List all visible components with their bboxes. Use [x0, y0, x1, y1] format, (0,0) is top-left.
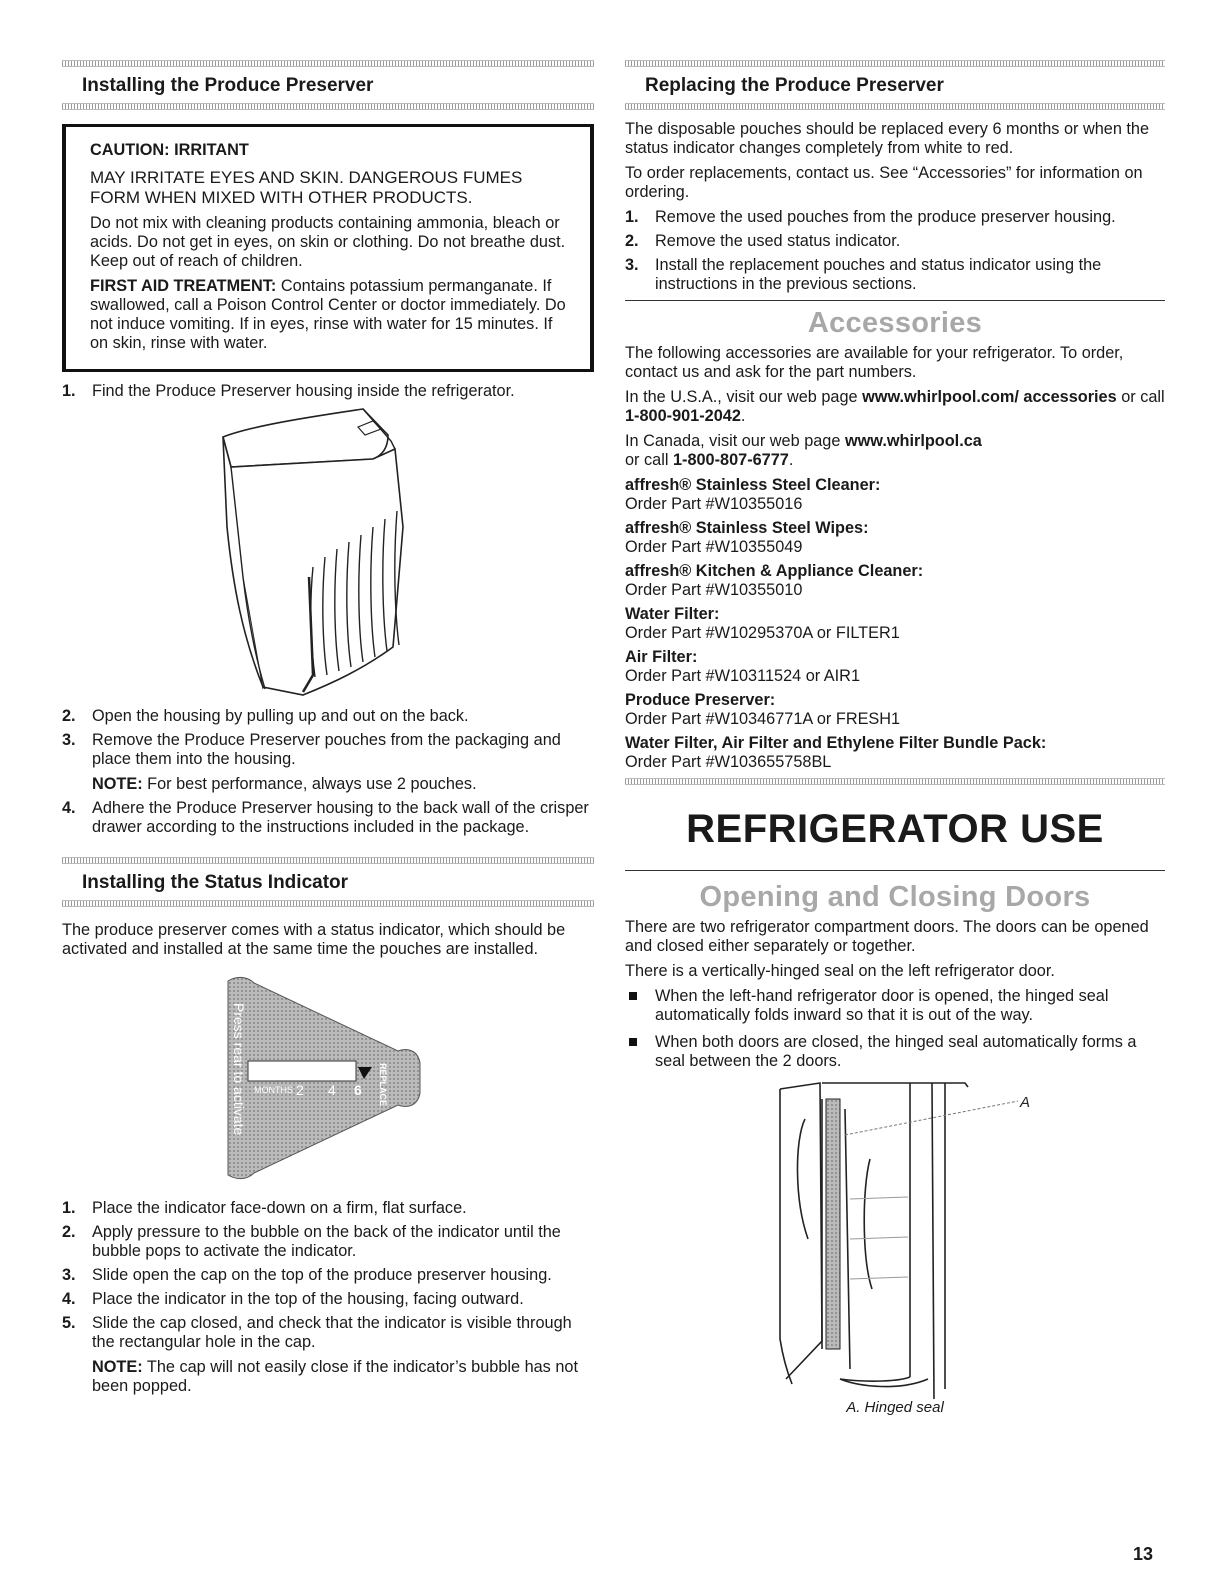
replacing-steps	[625, 208, 1165, 294]
list-item: 2. Open the housing by pulling up and out on the back.	[62, 707, 469, 725]
list-item: Air Filter: Order Part #W10311524 or AIR1	[625, 648, 860, 685]
section-divider	[625, 300, 1165, 301]
press-label: Press rear to activate	[231, 1003, 247, 1136]
list-item: 3. Install the replacement pouches and status indicator using the instructions in the previous sections.	[625, 256, 1102, 293]
caution-title: CAUTION: IRRITANT	[90, 141, 249, 159]
callout-label: A	[1020, 1094, 1031, 1111]
dotted-rule	[62, 103, 594, 110]
usa-contact: In the U.S.A., visit our web page www.whirlpool.com/ accessories or call 1-800-901-2042.	[625, 388, 1165, 425]
replacing-p1: The disposable pouches should be replaced every 6 months or when the status indicator changes completely from white to red.	[625, 120, 1150, 157]
note: NOTE: For best performance, always use 2 pouches.	[92, 775, 477, 793]
dotted-rule	[625, 60, 1165, 67]
list-item: affresh® Stainless Steel Cleaner: Order Part #W10355016	[625, 476, 881, 513]
accessory-list	[625, 476, 1165, 772]
list-item: 1. Remove the used pouches from the produce preserver housing.	[625, 208, 1116, 226]
list-item: 3. Remove the Produce Preserver pouches from the packaging and place them into the housing. NOTE: For best performance, always use 2 pouches.	[62, 731, 594, 794]
install-indicator-header	[62, 857, 594, 907]
first-aid-text: Contains potassium permanganate. If swallowed, call a Poison Control Center or doctor immediately. Do not induce vomiting. If in eyes, rinse with water for 15 minutes. If on skin, rinse with water.	[90, 277, 566, 352]
dotted-rule	[625, 103, 1165, 110]
list-item: 4. Place the indicator in the top of the housing, facing outward.	[62, 1290, 524, 1308]
page-number: 13	[1132, 1544, 1153, 1564]
preserver-steps-a	[62, 382, 594, 401]
dotted-rule	[62, 857, 594, 864]
left-column	[62, 60, 594, 1402]
accessories-heading: Accessories	[807, 307, 983, 339]
figure-caption: A. Hinged seal	[846, 1399, 944, 1416]
replacing-header	[625, 60, 1165, 110]
dotted-rule	[62, 60, 594, 67]
list-item: affresh® Stainless Steel Wipes: Order Part #W10355049	[625, 519, 869, 556]
list-item: When the left-hand refrigerator door is opened, the hinged seal automatically folds inward so that it is out of the way.	[625, 987, 1165, 1025]
list-item: Water Filter, Air Filter and Ethylene Filter Bundle Pack: Order Part #W103655758BL	[625, 734, 1047, 771]
list-item: 2. Apply pressure to the bubble on the back of the indicator until the bubble pops to activate the indicator.	[62, 1223, 561, 1260]
dotted-rule	[625, 778, 1165, 785]
replacing-p2: To order replacements, contact us. See “Accessories” for information on ordering.	[625, 164, 1143, 201]
accessories-intro: The following accessories are available for your refrigerator. To order, contact us and ask for the part numbers.	[625, 344, 1124, 381]
usa-url-link[interactable]: www.whirlpool.com/ accessories	[862, 388, 1117, 406]
section-heading: Installing the Produce Preserver	[82, 75, 374, 96]
right-column	[625, 60, 1165, 1416]
list-item: Water Filter: Order Part #W10295370A or FILTER1	[625, 605, 900, 642]
doors-p2: There is a vertically-hinged seal on the left refrigerator door.	[625, 962, 1055, 980]
canada-contact: In Canada, visit our web page www.whirlpool.ca or call 1-800-807-6777.	[625, 432, 982, 469]
preserver-housing-illustration	[213, 407, 443, 707]
list-item: 3. Slide open the cap on the top of the produce preserver housing.	[62, 1266, 552, 1284]
doors-heading: Opening and Closing Doors	[699, 881, 1091, 913]
indicator-intro: The produce preserver comes with a status indicator, which should be activated and installed at the same time the pouches are installed.	[62, 921, 566, 958]
list-item: 2. Remove the used status indicator.	[625, 232, 901, 250]
install-preserver-header	[62, 60, 594, 110]
doors-p1: There are two refrigerator compartment doors. The doors can be opened and closed either separately or together.	[625, 918, 1149, 955]
list-item: Produce Preserver: Order Part #W10346771A or FRESH1	[625, 691, 901, 728]
list-item: When both doors are closed, the hinged seal automatically forms a seal between the 2 doors.	[625, 1033, 1165, 1071]
month-6-label: 6	[354, 1082, 362, 1098]
list-item: 5. Slide the cap closed, and check that the indicator is visible through the rectangular hole in the cap. NOTE: The cap will not easily close if the indicator’s bubble has not been popped.	[62, 1314, 594, 1396]
note: NOTE: The cap will not easily close if the indicator’s bubble has not been popped.	[92, 1358, 578, 1395]
list-item: 1. Find the Produce Preserver housing inside the refrigerator.	[62, 382, 515, 400]
section-heading: Installing the Status Indicator	[82, 872, 349, 893]
list-item: 4. Adhere the Produce Preserver housing to the back wall of the crisper drawer according to the instructions included in the package.	[62, 799, 589, 836]
refrigerator-door-illustration	[750, 1079, 1040, 1399]
preserver-steps-b	[62, 707, 594, 837]
replace-label: REPLACE	[378, 1063, 388, 1107]
first-aid-label: FIRST AID TREATMENT:	[90, 277, 277, 295]
canada-phone: 1-800-807-6777	[672, 451, 789, 469]
indicator-steps	[62, 1199, 594, 1396]
section-heading: Replacing the Produce Preserver	[645, 75, 944, 96]
caution-body: Do not mix with cleaning products containing ammonia, bleach or acids. Do not get in eyes, on skin or clothing. Do not breathe dust. Keep out of reach of children.	[90, 214, 566, 270]
caution-box	[62, 124, 594, 372]
months-label: MONTHS	[254, 1085, 293, 1095]
dotted-rule	[62, 900, 594, 907]
section-divider	[625, 870, 1165, 871]
month-2-label: 2	[296, 1082, 304, 1098]
list-item: 1. Place the indicator face-down on a firm, flat surface.	[62, 1199, 467, 1217]
list-item: affresh® Kitchen & Appliance Cleaner: Order Part #W10355010	[625, 562, 924, 599]
chapter-title: REFRIGERATOR USE	[686, 807, 1104, 851]
canada-url-link[interactable]: www.whirlpool.ca	[844, 432, 982, 450]
caution-warning: MAY IRRITATE EYES AND SKIN. DANGEROUS FUMES FORM WHEN MIXED WITH OTHER PRODUCTS.	[90, 168, 523, 207]
usa-phone: 1-800-901-2042	[625, 407, 741, 425]
month-4-label: 4	[328, 1082, 336, 1098]
status-indicator-illustration	[208, 973, 448, 1183]
doors-bullets	[625, 987, 1165, 1071]
first-aid	[90, 277, 572, 353]
